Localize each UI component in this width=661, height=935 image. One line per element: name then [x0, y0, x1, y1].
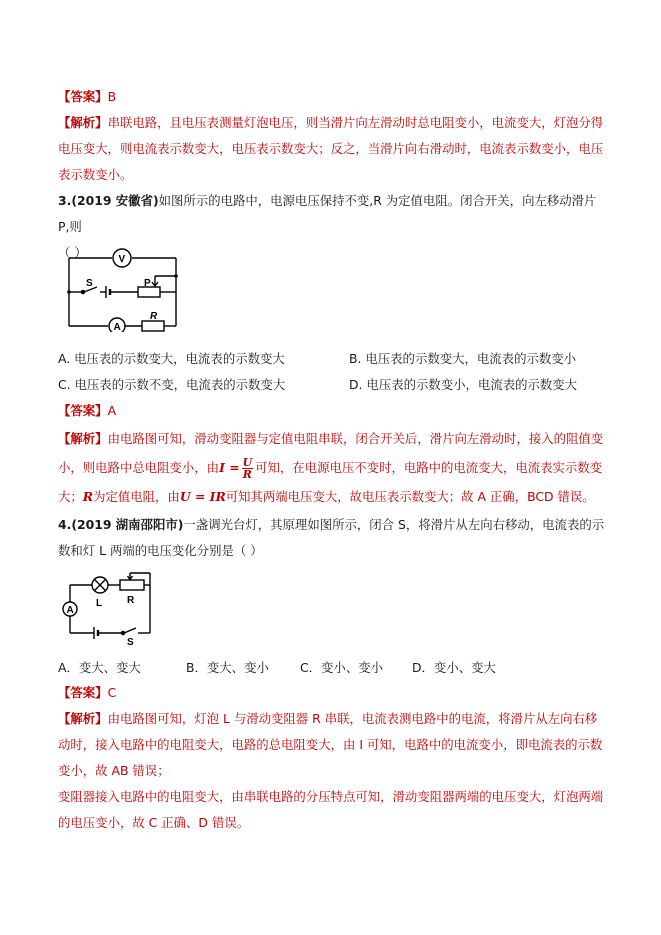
answer-paren: （ ） — [58, 245, 87, 260]
answer-tag: 【答案】 — [58, 89, 108, 104]
ammeter-label: A — [66, 605, 74, 616]
question-source: 3.(2019 安徽省) — [58, 193, 159, 208]
analysis-text-2: 可知，在电源电压不变时，电路中的电流变大，电流表实示数变大； — [58, 460, 603, 504]
question-text: 一盏调光台灯，其原理如图所示，闭合 S，将滑片从左向右移动，电流表的示数和灯 L 两端的电压变化分别是（ ） — [58, 517, 605, 558]
answer-value: B — [107, 89, 117, 104]
answer-value: A — [107, 403, 117, 418]
fraction-denominator: R — [242, 468, 252, 481]
q4-option-a: A．变大、变大 — [58, 660, 141, 675]
q3-option-a: A. 电压表的示数变大，电流表的示数变大 — [58, 351, 285, 366]
lamp-label: L — [96, 598, 103, 609]
answer-tag: 【答案】 — [58, 403, 108, 418]
analysis-tag: 【解析】 — [58, 431, 108, 446]
ammeter-label: A — [113, 322, 121, 332]
q3-circuit-diagram — [64, 246, 188, 332]
q4-option-b: B．变大、变小 — [186, 660, 269, 675]
switch-label: S — [86, 278, 93, 289]
question-source: 4.(2019 湖南邵阳市) — [58, 517, 184, 532]
q4-option-d: D．变小、变大 — [412, 660, 496, 675]
q3-analysis — [58, 424, 606, 511]
q4-circuit-diagram — [60, 571, 160, 645]
resistor-label: R — [150, 311, 158, 322]
rheostat-label: R — [127, 595, 135, 606]
q4-option-c: C．变小、变小 — [300, 660, 383, 675]
q3-option-d: D. 电压表的示数变小，电流表的示数变大 — [349, 377, 578, 392]
question-text: 如图所示的电路中，电源电压保持不变,R 为定值电阻。闭合开关，向左移动滑片 P,则 — [58, 193, 597, 234]
q3-option-c: C. 电压表的示数不变，电流表的示数变大 — [58, 377, 286, 392]
analysis-text-4: 可知其两端电压变大，故电压表示数变大；故 A 正确，BCD 错误。 — [225, 489, 595, 504]
slider-label: P — [144, 278, 151, 289]
formula-i: I = — [219, 460, 240, 475]
analysis-text-1: 由电路图可知，滑动变阻器与定值电阻串联，闭合开关后，滑片向左滑动时，接入的阻值变小，则电路中总电阻变小，由 — [58, 431, 604, 475]
q4-analysis — [58, 706, 606, 836]
q3-answer — [58, 398, 606, 424]
formula-u: U = IR — [179, 489, 226, 504]
analysis-text-3: 为定值电阻，由 — [93, 489, 180, 504]
fraction-numerator: U — [242, 456, 253, 469]
voltmeter-label: V — [118, 254, 126, 265]
r-variable: R — [82, 489, 94, 504]
q2-analysis — [58, 110, 606, 188]
analysis-tag: 【解析】 — [58, 711, 108, 726]
q3-option-b: B. 电压表的示数变大，电流表的示数变小 — [349, 351, 577, 366]
answer-tag: 【答案】 — [58, 685, 108, 700]
analysis-text-2: 变阻器接入电路中的电阻变大，由串联电路的分压特点可知，滑动变阻器两端的电压变大，灯泡两端的电压变小，故 C 正确、D 错误。 — [58, 789, 604, 830]
q4-answer — [58, 680, 606, 706]
q2-answer — [58, 84, 606, 110]
q4-stem — [58, 512, 606, 564]
analysis-text-1: 由电路图可知，灯泡 L 与滑动变阻器 R 串联，电流表测电路中的电流，将滑片从左向右移动时，接入电路中的电阻变大，电路的总电阻变大，由 I 可知，电路中的电流变小，即电流表的示数变小，故 AB 错误； — [58, 711, 603, 778]
switch-label: S — [127, 637, 134, 645]
answer-value: C — [107, 685, 117, 700]
analysis-text: 串联电路，且电压表测量灯泡电压，则当滑片向左滑动时总电阻变小，电流变大，灯泡分得电压变大，则电流表示数变大，电压表示数变大；反之，当滑片向右滑动时，电流表示数变小，电压表示数变小。 — [58, 115, 604, 182]
analysis-tag: 【解析】 — [58, 115, 108, 130]
formula-fraction — [242, 457, 254, 480]
